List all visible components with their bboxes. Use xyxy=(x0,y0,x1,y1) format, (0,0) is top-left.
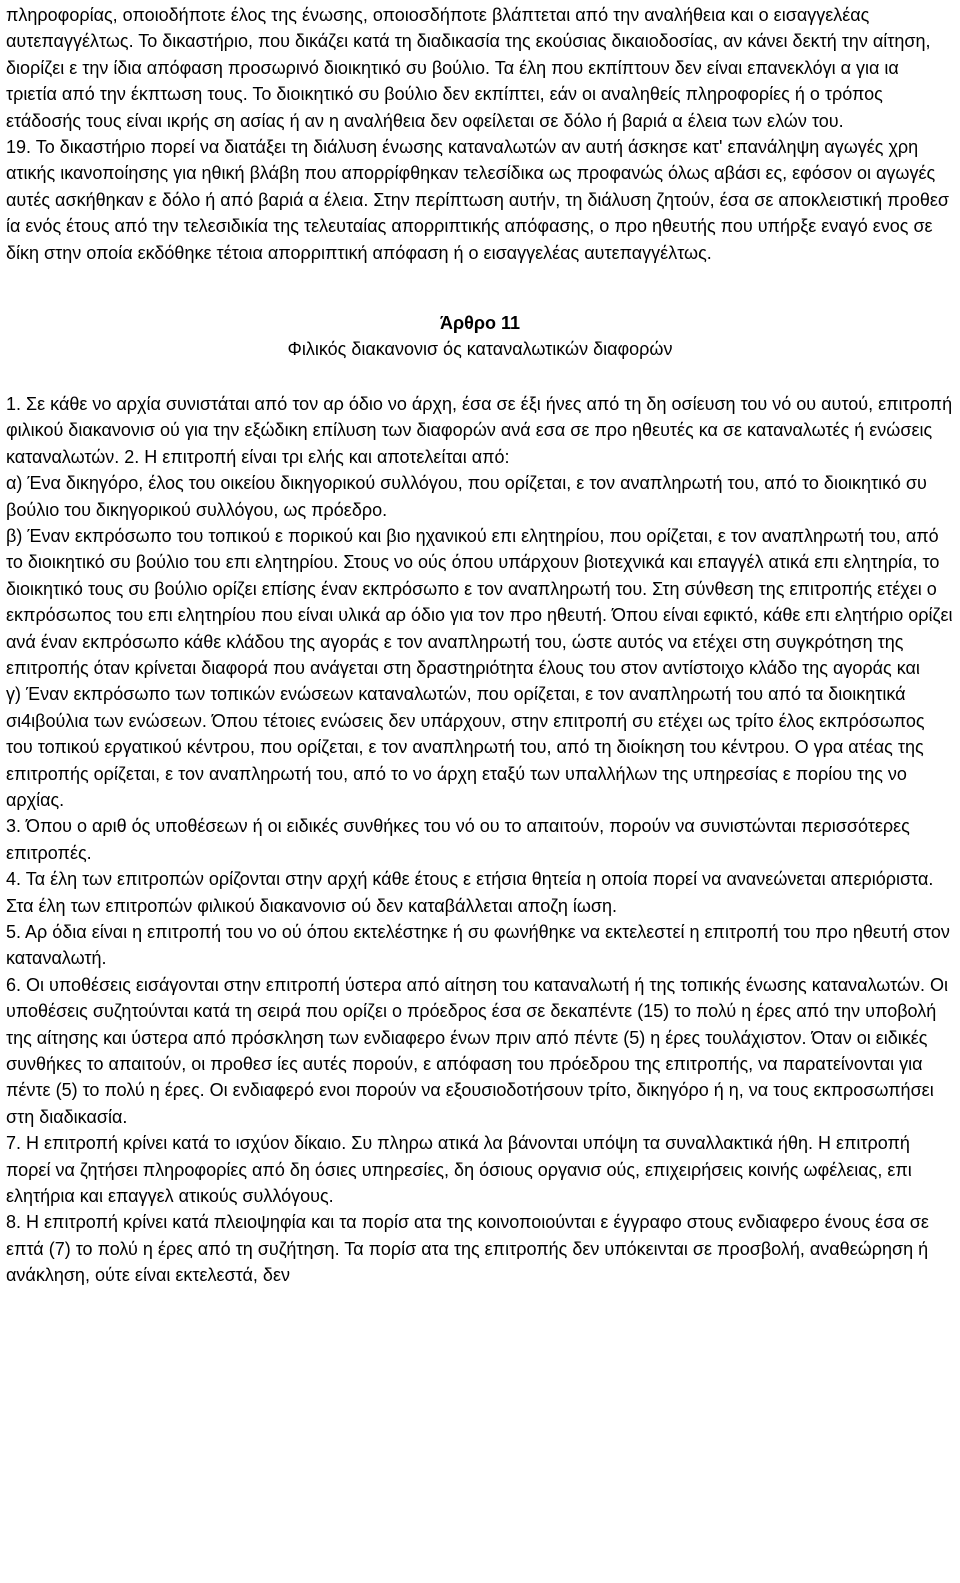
paragraph-5: 5. Αρ όδια είναι η επιτροπή του νο ού όπου εκτελέστηκε ή συ φωνήθηκε να εκτελεστεί η επιτροπή του προ ηθευτή στον καταναλωτή. xyxy=(6,922,950,969)
paragraph-continuation: πληροφορίας, οποιοδήποτε έλος της ένωσης, οποιοσδήποτε βλάπτεται από την αναλήθεια και ο εισαγγελέας αυτεπαγγέλτως. Το δικαστήριο, που δικάζει κατά τη διαδικασία της εκούσιας δικαιοδοσίας, αν κάνει δεκτή την αίτηση, διορίζει ε την ίδια απόφαση προσωρινό διοικητικό συ βούλιο. Τα έλη που εκπίπτουν δεν είναι επανεκλόγι α για ια τριετία από την έκπτωση τους. Το διοικητικό συ βούλιο δεν εκπίπτει, εάν οι αναληθείς πληροφορίες ή ο τρόπος ετάδοσής τους είναι ικρής ση ασίας ή αν η αναλήθεια δεν οφείλεται σε δόλο ή βαριά α έλεια των ελών του. xyxy=(6,5,931,131)
paragraph-2b: β) Έναν εκπρόσωπο του τοπικού ε πορικού και βιο ηχανικού επι ελητηρίου, που ορίζεται, ε τον αναπληρωτή του, από το διοικητικό συ βούλιο του επι ελητηρίου. Στους νο ούς όπου υπάρχουν βιοτεχνικά και επαγγέλ ατικά επι ελητηρία, το διοικητικό τους συ βούλιο ορίζει επίσης έναν εκπρόσωπο ε τον αναπληρωτή του. Στη σύνθεση της επιτροπής ετέχει ο εκπρόσωπος του επι ελητηρίου που είναι υλικά αρ όδιο για τον προ ηθευτή. Όπου είναι εφικτό, κάθε επι ελητήριο ορίζει ανά έναν εκπρόσωπο κάθε κλάδου της αγοράς ε τον αναπληρωτή του, ώστε αυτός να ετέχει στη συγκρότηση της επιτροπής όταν κρίνεται διαφορά που ανάγεται στη δραστηριότητα έλους του στον αντίστοιχο κλάδο της αγοράς και xyxy=(6,525,953,678)
article-title: Άρθρο 11 xyxy=(439,313,521,334)
paragraph-1: 1. Σε κάθε νο αρχία συνιστάται από τον αρ όδιο νο άρχη, έσα σε έξι ήνες από τη δη οσίευση του νό ου αυτού, επιτροπή φιλικού διακανονισ ού για την εξώδικη επίλυση των διαφορών ανά εσα σε προ ηθευτές κα σε καταναλωτές ή ενώσεις καταναλωτών. 2. Η επιτροπή είναι τρι ελής και αποτελείται από: xyxy=(6,393,953,467)
article-subtitle: Φιλικός διακανονισ ός καταναλωτικών διαφορών xyxy=(287,339,673,360)
paragraph-8: 8. Η επιτροπή κρίνει κατά πλειοψηφία και τα πορίσ ατα της κοινοποιούνται ε έγγραφο στους ενδιαφερο ένους έσα σε επτά (7) το πολύ η έρες από τη συζήτηση. Τα πορίσ ατα της επιτροπής δεν υπόκεινται σε προσβολή, αναθεώρηση ή ανάκληση, ούτε είναι εκτελεστά, δεν xyxy=(6,1212,929,1286)
paragraph-4: 4. Τα έλη των επιτροπών ορίζονται στην αρχή κάθε έτους ε ετήσια θητεία η οποία πορεί να ανανεώνεται απεριόριστα. Στα έλη των επιτροπών φιλικού διακανονισ ού δεν καταβάλλεται αποζη ίωση. xyxy=(6,869,934,916)
paragraph-19: 19. Το δικαστήριο πορεί να διατάξει τη διάλυση ένωσης καταναλωτών αν αυτή άσκησε κατ' επανάληψη αγωγές χρη ατικής ικανοποίησης για ηθική βλάβη που απορρίφθηκαν τελεσίδικα ως προφανώς όλως αβάσι ες, εφόσον οι αγωγές αυτές ασκήθηκαν ε δόλο ή από βαριά α έλεια. Στην περίπτωση αυτήν, τη διάλυση ζητούν, έσα σε αποκλειστική προθεσ ία ενός έτους από την τελεσιδικία της τελευταίας απορριπτικής απόφασης, ο προ ηθευτής που υπήρξε εναγό ενος σε δίκη στην οποία εκδόθηκε τέτοια απορριπτική απόφαση ή ο εισαγγελέας αυτεπαγγέλτως. xyxy=(6,137,949,263)
paragraph-2a: α) Ένα δικηγόρο, έλος του οικείου δικηγορικού συλλόγου, που ορίζεται, ε τον αναπληρωτή του, από το διοικητικό συ βούλιο του δικηγορικού συλλόγου, ως πρόεδρο. xyxy=(6,473,927,520)
paragraph-7: 7. Η επιτροπή κρίνει κατά το ισχύον δίκαιο. Συ πληρω ατικά λα βάνονται υπόψη τα συναλλακτικά ήθη. Η επιτροπή πορεί να ζητήσει πληροφορίες από δη όσιες υπηρεσίες, δη όσιους οργανισ ούς, επιχειρήσεις κοινής ωφέλειας, επι ελητήρια και επαγγελ ατικούς συλλόγους. xyxy=(6,1133,912,1207)
article-heading xyxy=(6,310,954,363)
paragraph-2c: γ) Έναν εκπρόσωπο των τοπικών ενώσεων καταναλωτών, που ορίζεται, ε τον αναπληρωτή του από τα διοικητικά σι4ιβούλια των ενώσεων. Όπου τέτοιες ενώσεις δεν υπάρχουν, στην επιτροπή συ ετέχει ως τρίτο έλος εκπρόσωπος του τοπικού εργατικού κέντρου, που ορίζεται, ε τον αναπληρωτή του, από τη διοίκηση του κέντρου. Ο γρα ατέας της επιτροπής ορίζεται, ε τον αναπληρωτή του, από το νο άρχη εταξύ των υπαλλήλων της υπηρεσίας ε πορίου της νο αρχίας. xyxy=(6,684,925,810)
paragraph-6: 6. Οι υποθέσεις εισάγονται στην επιτροπή ύστερα από αίτηση του καταναλωτή ή της τοπικής ένωσης καταναλωτών. Οι υποθέσεις συζητούνται κατά τη σειρά που ορίζει ο πρόεδρος έσα σε δεκαπέντε (15) το πολύ η έρες από την υποβολή της αίτησης και ύστερα από πρόσκληση των ενδιαφερο ένων πριν από πέντε (5) η έρες τουλάχιστον. Όταν οι ειδικές συνθήκες το απαιτούν, οι προθεσ ίες αυτές πορούν, ε απόφαση του πρόεδρου της επιτροπής, να παρατείνονται για πέντε (5) το πολύ η έρες. Οι ενδιαφερό ενοι πορούν να εξουσιοδοτήσουν τρίτο, δικηγόρο ή η, να τους εκπροσωπήσει στη διαδικασία. xyxy=(6,974,949,1127)
paragraph-3: 3. Όπου ο αριθ ός υποθέσεων ή οι ειδικές συνθήκες του νό ου το απαιτούν, πορούν να συνιστώνται περισσότερες επιτροπές. xyxy=(6,816,910,863)
